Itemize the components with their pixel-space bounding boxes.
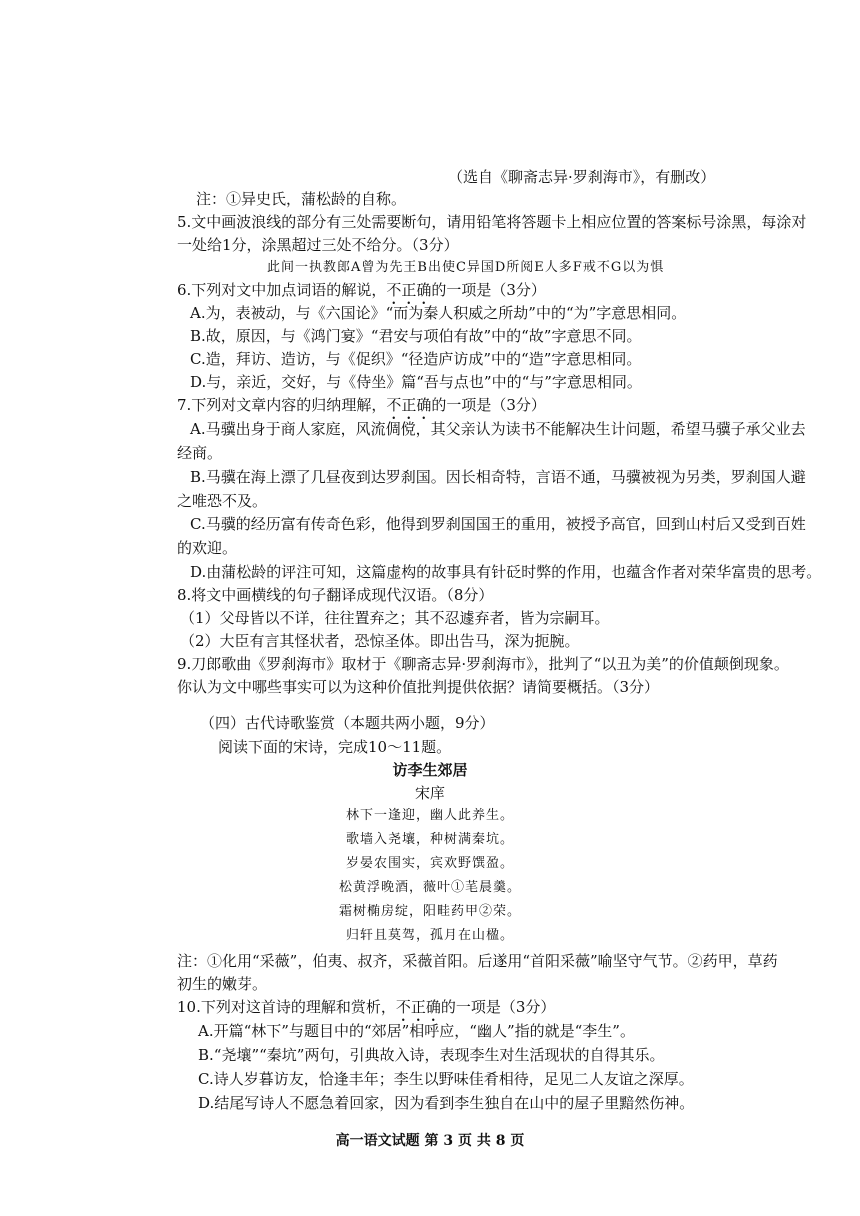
q6-option-b: B.故，原因，与《鸿门宴》“君安与项伯有故”中的“故”字意思不同。 [190, 327, 642, 345]
q8-stem: 8.将文中画横线的句子翻译成现代汉语。（8分） [177, 586, 494, 604]
q6-option-c: C.造，拜访、造访，与《促织》“径造庐访成”中的“造”字意思相同。 [190, 350, 642, 368]
poem-line-4: 松黄浮晚酒，薇叶①芼晨羹。 [338, 880, 521, 895]
q7-option-c-line2: 的欢迎。 [177, 539, 238, 557]
page-footer: 高一语文试题 第 3 页 共 8 页 [335, 1133, 525, 1149]
q10-option-b: B.“尧壤”“秦坑”两句，引典故入诗，表现李生对生活现状的自得其乐。 [198, 1046, 665, 1064]
q6-stem-prefix: 6.下列对文中加点词语的解说， [177, 281, 387, 299]
section-4-intro: 阅读下面的宋诗，完成10～11题。 [218, 738, 452, 756]
q6-stem-suffix: 的一项是（3分） [431, 281, 546, 299]
q10-stem-emph: 不正确 [395, 998, 441, 1016]
q7-option-b-line1: B.马骥在海上漂了几昼夜到达罗刹国。因长相奇特，言语不通，马骥被视为另类，罗刹国人避 [190, 468, 806, 486]
source-citation: （选自《聊斋志异·罗刹海市》，有删改） [448, 168, 716, 186]
section-4-heading: （四）古代诗歌鉴赏（本题共两小题，9分） [200, 714, 495, 732]
q7-option-b-line2: 之唯恐不及。 [177, 492, 268, 510]
q6-stem-emph: 不正确 [386, 281, 432, 299]
q6-option-a: A.为，表被动，与《六国论》“而为秦人积威之所劫”中的“为”字意思相同。 [190, 304, 687, 322]
q5-line1: 5.文中画波浪线的部分有三处需要断句，请用铅笔将答题卡上相应位置的答案标号涂黑，每涂对 [177, 213, 807, 231]
note-1: 注：①异史氏，蒲松龄的自称。 [196, 190, 407, 208]
q7-option-a-line1: A.马骥出身于商人家庭，风流倜傥，其父亲认为读书不能解决生计问题，希望马骥子承父业去 [190, 420, 806, 438]
poem-line-5: 霜树椭房绽，阳畦药甲②荣。 [338, 904, 521, 919]
q8-sentence-1: （1）父母皆以不详，往往置弃之；其不忍遽弃者，皆为宗嗣耳。 [180, 609, 610, 627]
q7-stem-prefix: 7.下列对文章内容的归纳理解， [177, 396, 387, 414]
q5-passage: 此间一执教郎A曾为先王B出使C异国D所阅E人多F戒不G以为惧 [267, 260, 665, 275]
q7-option-a-line2: 经商。 [177, 444, 223, 462]
poem-line-1: 林下一逢迎，幽人此养生。 [345, 808, 514, 823]
q7-stem-suffix: 的一项是（3分） [431, 396, 546, 414]
q10-stem-prefix: 10.下列对这首诗的理解和赏析， [177, 998, 396, 1016]
poem-line-6: 归轩且莫驾，孤月在山楹。 [345, 928, 514, 943]
q5-line2: 一处给1分，涂黑超过三处不给分。（3分） [177, 236, 459, 254]
q9-line2: 你认为文中哪些事实可以为这种价值批判提供依据？请简要概括。（3分） [177, 678, 660, 696]
poem-note-line2: 初生的嫩芽。 [177, 975, 268, 993]
poem-line-2: 歌墙入尧壤，种树满秦坑。 [345, 832, 514, 847]
q10-option-d: D.结尾写诗人不愿急着回家，因为看到李生独自在山中的屋子里黯然伤神。 [198, 1094, 695, 1112]
poem-author: 宋庠 [414, 784, 445, 802]
poem-title: 访李生郊居 [392, 761, 468, 779]
q7-option-c-line1: C.马骥的经历富有传奇色彩，他得到罗刹国国王的重用，被授予高官，回到山村后又受到百姓 [190, 515, 806, 533]
poem-note-line1: 注：①化用“采薇”，伯夷、叔齐，采薇首阳。后遂用“首阳采薇”喻坚守气节。②药甲，草药 [177, 952, 778, 970]
q7-stem-emph: 不正确 [386, 396, 432, 414]
q7-option-d: D.由蒲松龄的评注可知，这篇虚构的故事具有针砭时弊的作用，也蕴含作者对荣华富贵的思考。 [190, 563, 822, 581]
q8-sentence-2: （2）大臣有言其怪状者，恐惊圣体。即出告马，深为扼腕。 [180, 632, 580, 650]
q9-line1: 9.刀郎歌曲《罗刹海市》取材于《聊斋志异·罗刹海市》，批判了“以丑为美”的价值颠倒现象。 [177, 655, 789, 673]
q10-option-c: C.诗人岁暮访友，恰逢丰年；李生以野味佳肴相待，足见二人友谊之深厚。 [198, 1070, 694, 1088]
q6-option-d: D.与，亲近，交好，与《侍坐》篇“吾与点也”中的“与”字意思相同。 [190, 373, 642, 391]
poem-line-3: 岁晏农围实，宾欢野馔盈。 [345, 856, 514, 871]
q10-option-a: A.开篇“林下”与题目中的“郊居”相呼应，“幽人”指的就是“李生”。 [198, 1022, 635, 1040]
q10-stem-suffix: 的一项是（3分） [440, 998, 556, 1016]
